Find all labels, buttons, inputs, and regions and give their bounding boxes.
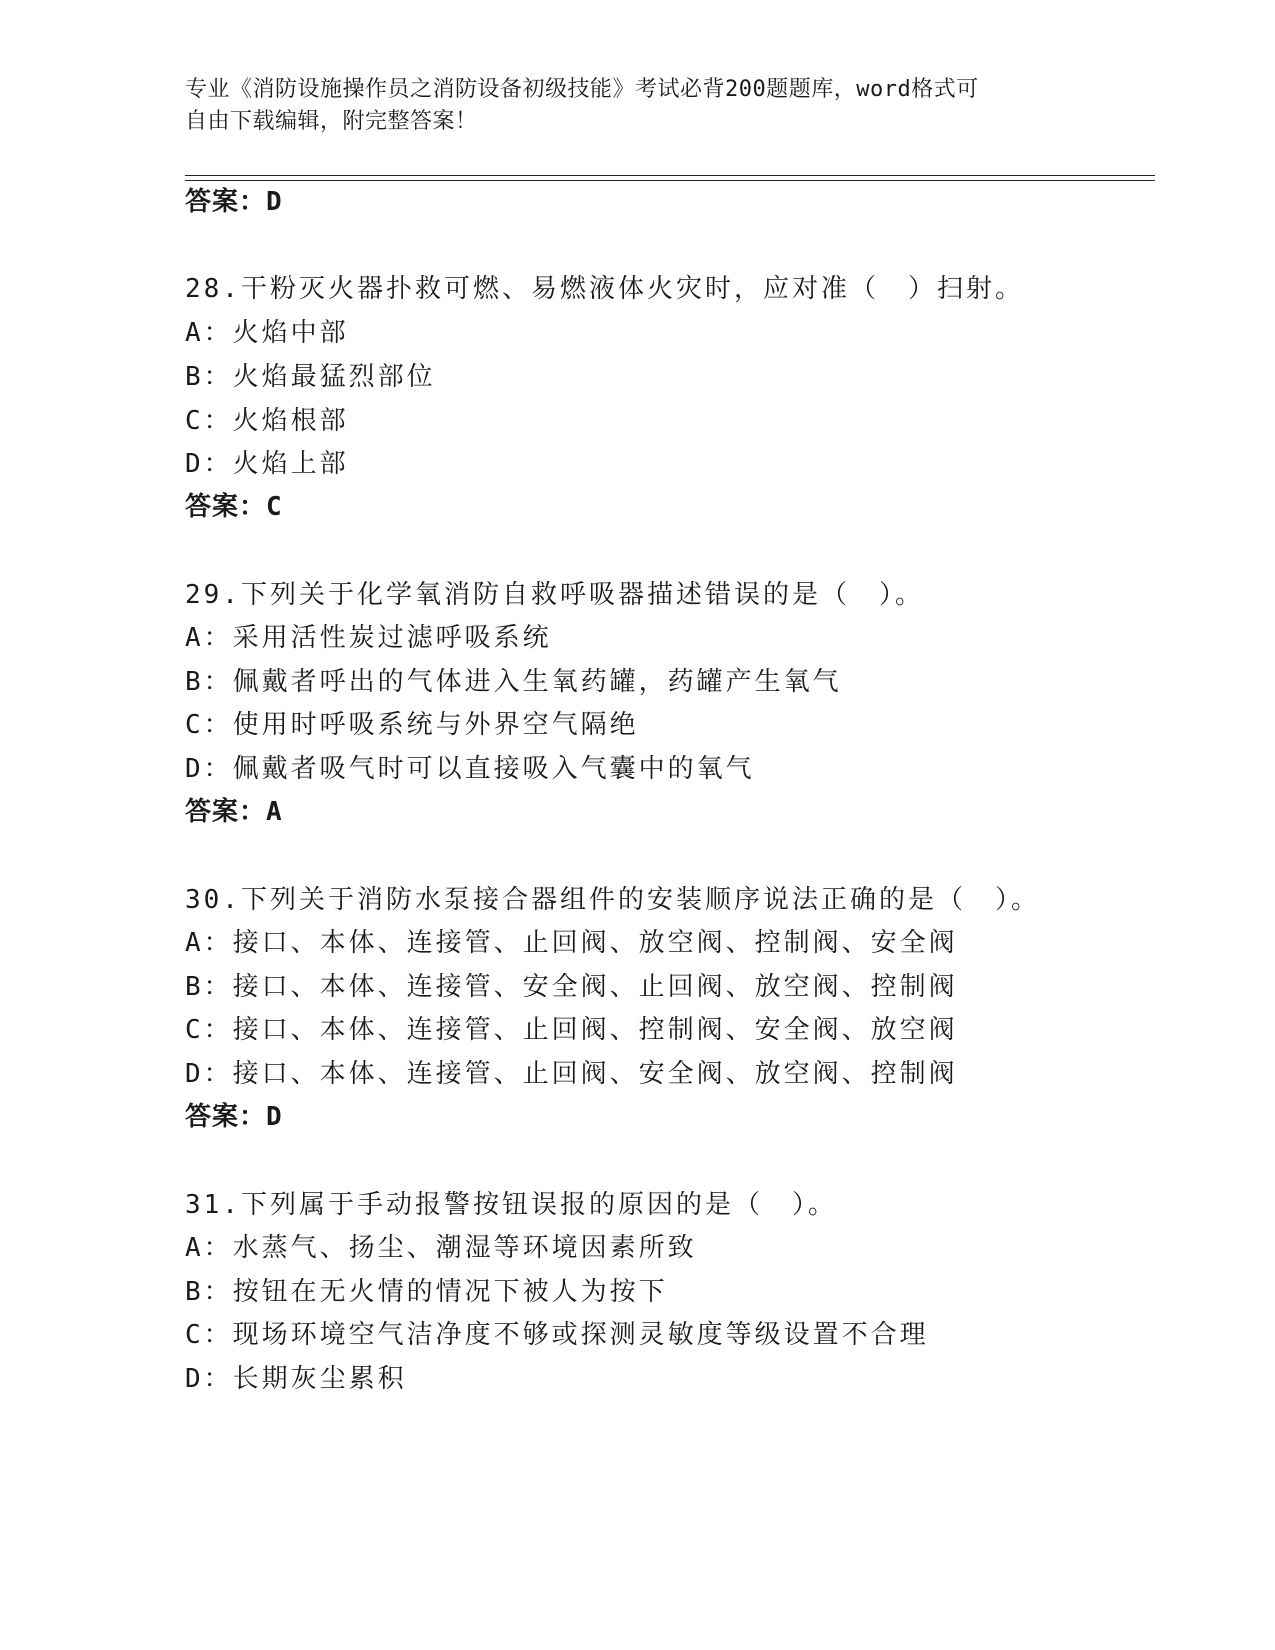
question-29-option-c: C：使用时呼吸系统与外界空气隔绝 [185, 710, 639, 740]
question-31-option-c: C：现场环境空气洁净度不够或探测灵敏度等级设置不合理 [185, 1320, 929, 1350]
question-28-option-a: A：火焰中部 [185, 318, 349, 348]
question-28-option-b: B：火焰最猛烈部位 [185, 362, 436, 392]
question-31-option-d: D：长期灰尘累积 [185, 1364, 407, 1394]
question-28-option-c: C：火焰根部 [185, 406, 349, 436]
header-line-1: 专业《消防设施操作员之消防设备初级技能》考试必背200题题库，word格式可 [185, 77, 979, 102]
question-29-answer: 答案：A [185, 797, 283, 827]
question-28-stem: 28.干粉灭火器扑救可燃、易燃液体火灾时，应对准（ ）扫射。 [185, 274, 1024, 304]
header-line-2: 自由下载编辑，附完整答案！ [185, 109, 478, 134]
question-29-option-a: A：采用活性炭过滤呼吸系统 [185, 623, 552, 653]
question-30-option-d: D：接口、本体、连接管、止回阀、安全阀、放空阀、控制阀 [185, 1059, 958, 1089]
question-31-stem: 31.下列属于手动报警按钮误报的原因的是（ ）。 [185, 1190, 837, 1220]
header-divider [185, 175, 1155, 176]
question-30-option-a: A：接口、本体、连接管、止回阀、放空阀、控制阀、安全阀 [185, 928, 958, 958]
document-header [185, 74, 1065, 138]
question-28-option-d: D：火焰上部 [185, 449, 349, 479]
question-30-stem: 30.下列关于消防水泵接合器组件的安装顺序说法正确的是（ ）。 [185, 885, 1040, 915]
question-30-option-b: B：接口、本体、连接管、安全阀、止回阀、放空阀、控制阀 [185, 972, 958, 1002]
question-30-option-c: C：接口、本体、连接管、止回阀、控制阀、安全阀、放空阀 [185, 1015, 958, 1045]
header-divider-thin [185, 180, 1155, 181]
question-28-answer: 答案：C [185, 492, 283, 522]
question-29-option-b: B：佩戴者呼出的气体进入生氧药罐，药罐产生氧气 [185, 667, 842, 697]
question-30-answer: 答案：D [185, 1102, 283, 1132]
question-29-stem: 29.下列关于化学氧消防自救呼吸器描述错误的是（ ）。 [185, 580, 924, 610]
question-29-option-d: D：佩戴者吸气时可以直接吸入气囊中的氧气 [185, 754, 755, 784]
question-31-option-a: A：水蒸气、扬尘、潮湿等环境因素所致 [185, 1233, 697, 1263]
question-31-option-b: B：按钮在无火情的情况下被人为按下 [185, 1277, 668, 1307]
previous-answer: 答案：D [185, 187, 283, 217]
